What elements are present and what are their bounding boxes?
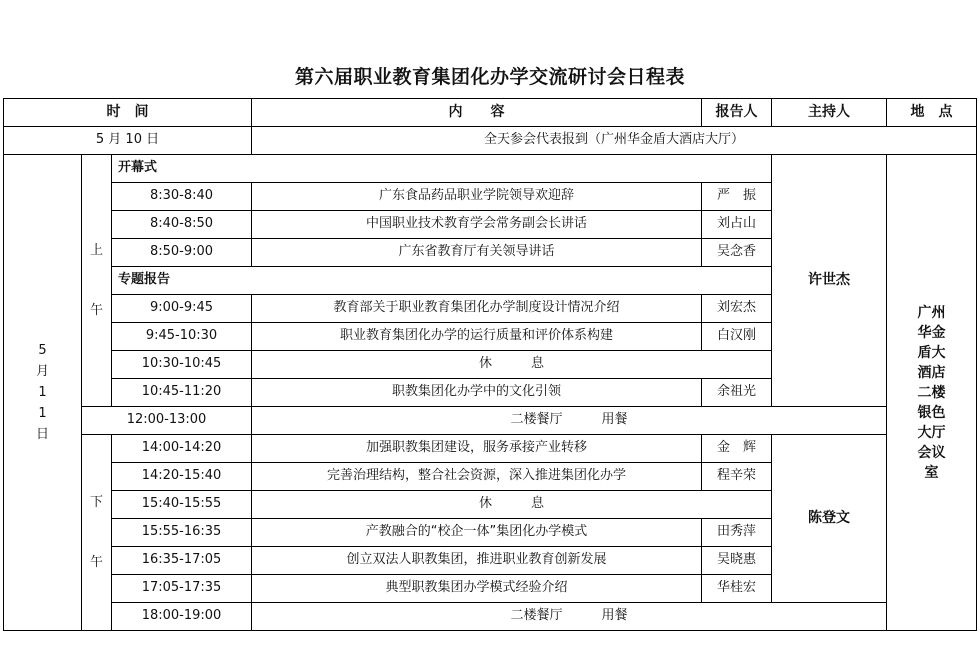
session-content: 创立双法人职教集团，推进职业教育创新发展 [252, 547, 702, 575]
session-content: 加强职教集团建设，服务承接产业转移 [252, 435, 702, 463]
day2-date-text: 5月11日 [35, 343, 49, 442]
header-host: 主持人 [772, 99, 887, 127]
header-location: 地 点 [887, 99, 977, 127]
session-reporter: 金 辉 [702, 435, 772, 463]
session-time: 8:30-8:40 [112, 183, 252, 211]
break-content: 休 息 [252, 351, 772, 379]
session-content: 产教融合的“校企一体”集团化办学模式 [252, 519, 702, 547]
session-content: 教育部关于职业教育集团化办学制度设计情况介绍 [252, 295, 702, 323]
session-content: 完善治理结构，整合社会资源，深入推进集团化办学 [252, 463, 702, 491]
session-reporter: 田秀萍 [702, 519, 772, 547]
session-time: 14:20-15:40 [112, 463, 252, 491]
session-reporter: 余祖光 [702, 379, 772, 407]
session-content: 广东食品药品职业学院领导欢迎辞 [252, 183, 702, 211]
session-reporter: 严 振 [702, 183, 772, 211]
dinner-time: 18:00-19:00 [112, 603, 252, 631]
opening-section: 开幕式 [112, 155, 772, 183]
day1-row [4, 127, 977, 155]
session-time: 10:45-11:20 [112, 379, 252, 407]
opening-section-row [4, 155, 977, 183]
session-reporter: 吴念香 [702, 239, 772, 267]
table-row [4, 435, 977, 463]
header-row [4, 99, 977, 127]
afternoon-host: 陈登文 [772, 435, 887, 603]
day2-date [4, 155, 82, 631]
schedule-table [3, 98, 977, 631]
dinner-row [4, 603, 977, 631]
morning-label [82, 155, 112, 407]
header-reporter: 报告人 [702, 99, 772, 127]
session-time: 9:45-10:30 [112, 323, 252, 351]
lunch-row [4, 407, 977, 435]
session-content: 典型职教集团办学模式经验介绍 [252, 575, 702, 603]
session-content: 中国职业技术教育学会常务副会长讲话 [252, 211, 702, 239]
session-reporter: 白汉刚 [702, 323, 772, 351]
session-time: 16:35-17:05 [112, 547, 252, 575]
morning-host: 许世杰 [772, 155, 887, 407]
header-time: 时 间 [4, 99, 252, 127]
dinner-content: 二楼餐厅 用餐 [252, 603, 887, 631]
day1-content: 全天参会代表报到（广州华金盾大酒店大厅） [252, 127, 977, 155]
afternoon-label [82, 435, 112, 631]
session-content: 职业教育集团化办学的运行质量和评价体系构建 [252, 323, 702, 351]
session-reporter: 吴晓惠 [702, 547, 772, 575]
break-time: 10:30-10:45 [112, 351, 252, 379]
topic-section: 专题报告 [112, 267, 772, 295]
session-reporter: 刘宏杰 [702, 295, 772, 323]
session-content: 广东省教育厅有关领导讲话 [252, 239, 702, 267]
break-time: 15:40-15:55 [112, 491, 252, 519]
header-content: 内 容 [252, 99, 702, 127]
session-time: 15:55-16:35 [112, 519, 252, 547]
break-content: 休 息 [252, 491, 772, 519]
session-time: 8:50-9:00 [112, 239, 252, 267]
session-reporter: 华桂宏 [702, 575, 772, 603]
lunch-content: 二楼餐厅 用餐 [252, 407, 887, 435]
page-title: 第六届职业教育集团化办学交流研讨会日程表 [294, 66, 685, 88]
lunch-time: 12:00-13:00 [82, 407, 252, 435]
morning-label-text: 上午 [89, 242, 103, 318]
session-time: 9:00-9:45 [112, 295, 252, 323]
session-time: 17:05-17:35 [112, 575, 252, 603]
session-time: 14:00-14:20 [112, 435, 252, 463]
afternoon-label-text: 下午 [89, 494, 103, 570]
location-cell [887, 155, 977, 631]
session-reporter: 刘占山 [702, 211, 772, 239]
session-content: 职教集团化办学中的文化引领 [252, 379, 702, 407]
location-text: 广州华金盾大酒店二楼银色大厅会议室 [917, 304, 946, 481]
session-time: 8:40-8:50 [112, 211, 252, 239]
session-reporter: 程辛荣 [702, 463, 772, 491]
day1-date: 5 月 10 日 [4, 127, 252, 155]
